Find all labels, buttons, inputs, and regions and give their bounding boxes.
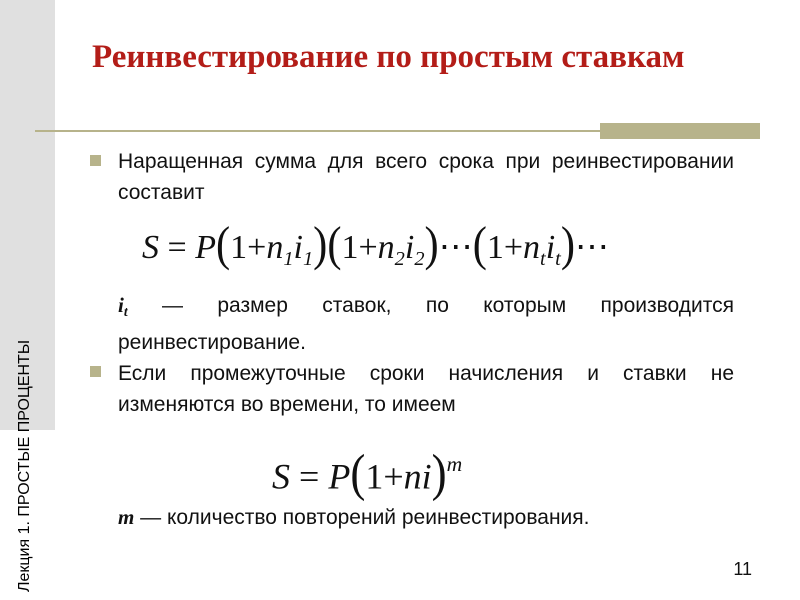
formula-var: S — [142, 229, 159, 266]
formula-var: ni — [403, 456, 432, 497]
var-symbol: $i_t$ — [118, 293, 128, 320]
formula-sub: 1 — [283, 248, 294, 271]
bullet2-text: Если промежуточные сроки начисления и ставки не изменяются во времени, то имеем — [118, 362, 734, 416]
formula-num: 1 — [486, 229, 504, 266]
formula-sub: t — [540, 248, 546, 271]
bullet-marker — [90, 155, 101, 166]
var-description-it — [118, 290, 734, 358]
formula-op: = — [299, 456, 320, 497]
formula-exponent: m — [446, 452, 463, 476]
formula-num: 1 — [230, 229, 248, 266]
formula-op: = — [167, 229, 187, 266]
formula-op: + — [503, 229, 524, 266]
formula-sub: 2 — [394, 248, 405, 271]
formula-var: S — [272, 456, 290, 497]
var-symbol: m — [118, 505, 135, 529]
formula-dots: ⋯ — [438, 229, 473, 266]
formula-var: P — [195, 229, 216, 266]
bullet1-text: Наращенная сумма для всего срока при реинвестировании составит — [118, 150, 734, 204]
formula-var: P — [328, 456, 351, 497]
formula-var: i — [404, 229, 415, 266]
var-description-m — [118, 502, 734, 533]
formula-op: + — [358, 229, 378, 266]
formula-var: n — [266, 229, 284, 266]
formula-reinvest-constant: $S = P(1+ni)^m$ — [272, 444, 463, 503]
var-description-text: — количество повторений реинвестирования. — [134, 506, 590, 529]
slide-title: Реинвестирование по простым ставкам — [92, 39, 685, 75]
formula-var: n — [523, 229, 541, 266]
formula-num: 1 — [341, 229, 359, 266]
side-caption: Лекция 1. ПРОСТЫЕ ПРОЦЕНТЫ — [16, 339, 33, 592]
bullet-text — [118, 358, 734, 420]
formula-sub: 1 — [302, 248, 314, 271]
page-number: 11 — [733, 559, 752, 579]
bullet-text — [118, 146, 734, 208]
formula-var: i — [293, 229, 303, 266]
formula-dots: ⋯ — [574, 229, 609, 266]
formula-var: i — [545, 229, 556, 266]
var-description-text: — размер ставок, по которым производится реинвестирование. — [118, 294, 734, 355]
formula-reinvest-general: $S = P(1+n_1i_1)(1+n_2i_2)\cdots(1+n_ti_t)\cdots$ — [142, 217, 609, 272]
formula-num: 1 — [365, 456, 384, 497]
title-rule-accent — [600, 123, 760, 139]
bullet-marker — [90, 366, 101, 377]
formula-op: + — [383, 456, 404, 497]
formula-sub: 2 — [414, 248, 425, 271]
formula-var: n — [377, 229, 395, 266]
formula-sub: t — [555, 248, 561, 271]
formula-op: + — [247, 229, 267, 266]
